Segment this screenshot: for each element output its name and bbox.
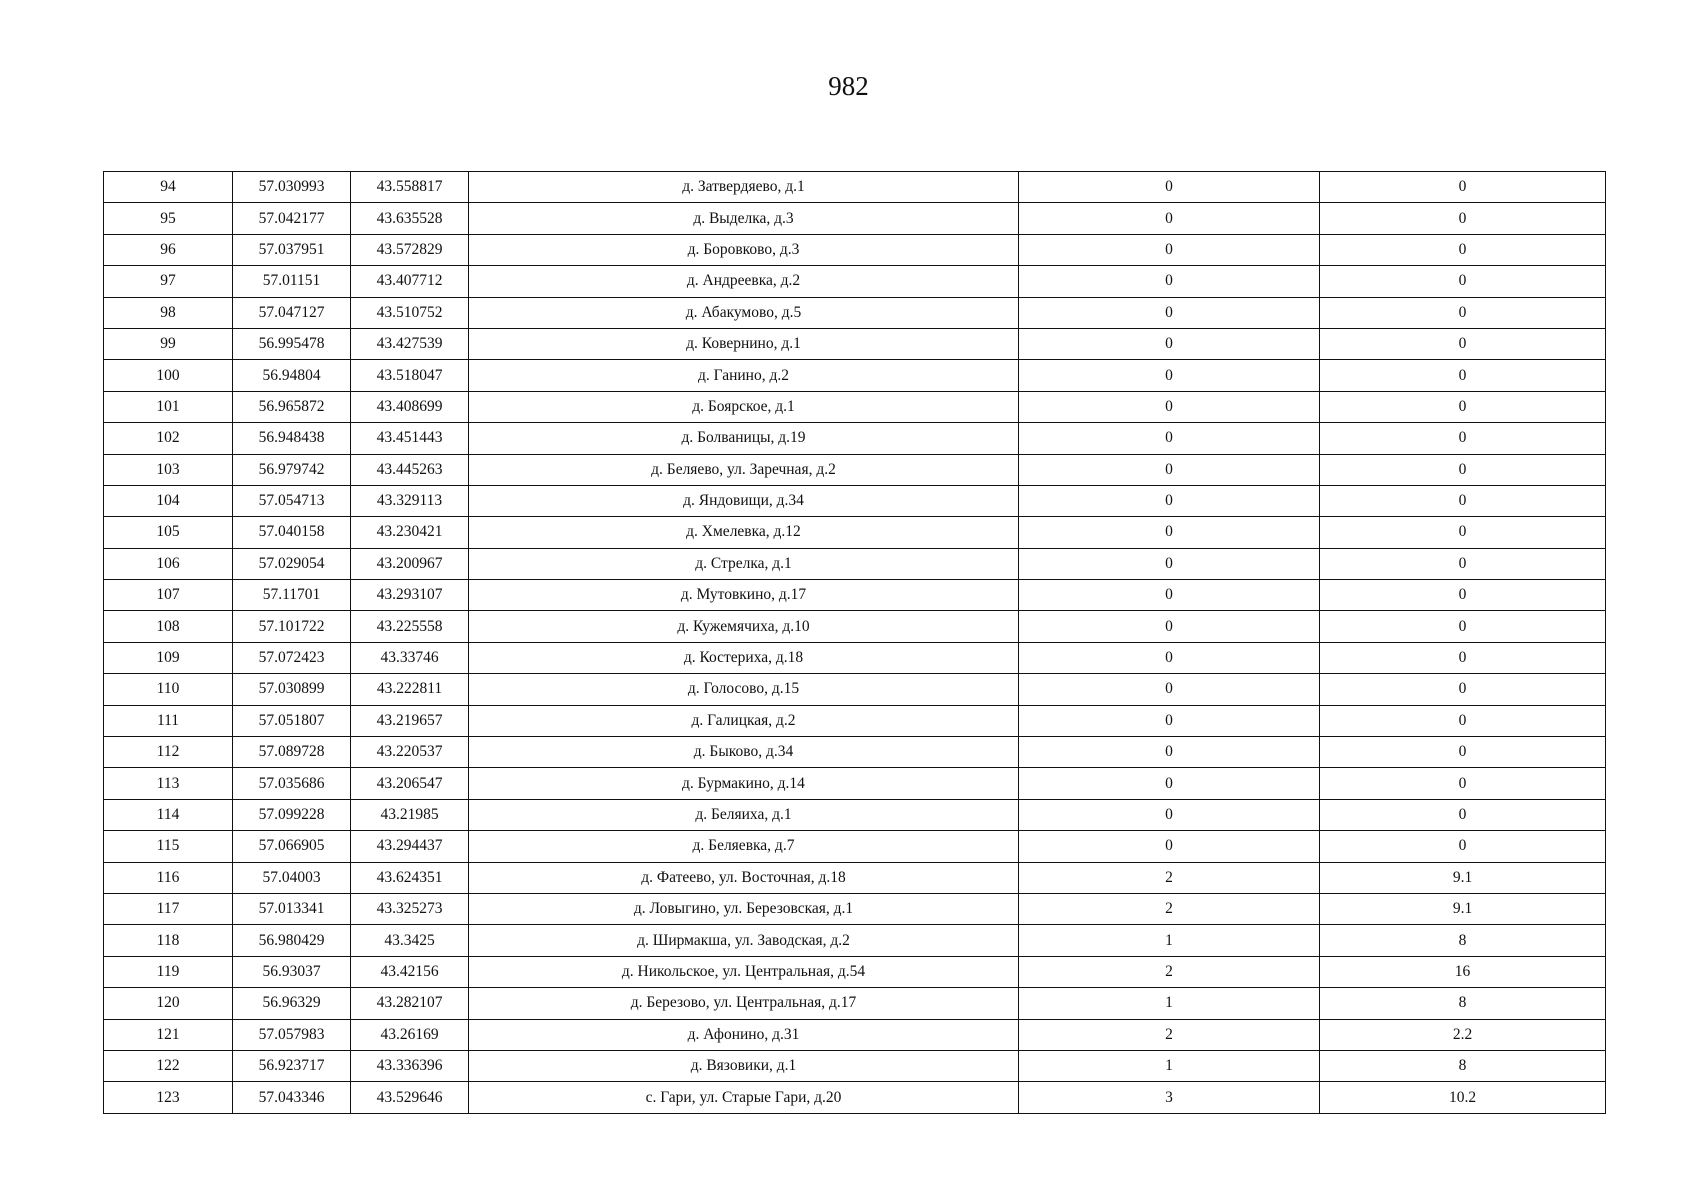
address-cell: д. Боровково, д.3: [469, 234, 1019, 265]
count-cell: 0: [1019, 517, 1320, 548]
value-cell: 0: [1320, 203, 1606, 234]
address-cell: д. Афонино, д.31: [469, 1019, 1019, 1050]
latitude-cell: 57.099228: [233, 799, 351, 830]
address-cell: д. Ковернино, д.1: [469, 328, 1019, 359]
row-number-cell: 98: [104, 297, 233, 328]
count-cell: 2: [1019, 862, 1320, 893]
longitude-cell: 43.329113: [351, 485, 469, 516]
value-cell: 0: [1320, 297, 1606, 328]
count-cell: 1: [1019, 1050, 1320, 1081]
value-cell: 0: [1320, 517, 1606, 548]
count-cell: 0: [1019, 172, 1320, 203]
longitude-cell: 43.294437: [351, 831, 469, 862]
address-cell: д. Костериха, д.18: [469, 642, 1019, 673]
table-row: [104, 831, 1606, 862]
latitude-cell: 56.94804: [233, 360, 351, 391]
longitude-cell: 43.635528: [351, 203, 469, 234]
table-row: [104, 266, 1606, 297]
value-cell: 0: [1320, 423, 1606, 454]
longitude-cell: 43.572829: [351, 234, 469, 265]
latitude-cell: 57.029054: [233, 548, 351, 579]
count-cell: 1: [1019, 988, 1320, 1019]
row-number-cell: 110: [104, 674, 233, 705]
longitude-cell: 43.624351: [351, 862, 469, 893]
count-cell: 0: [1019, 768, 1320, 799]
table-row: [104, 893, 1606, 924]
value-cell: 0: [1320, 391, 1606, 422]
count-cell: 3: [1019, 1082, 1320, 1113]
count-cell: 0: [1019, 266, 1320, 297]
latitude-cell: 57.072423: [233, 642, 351, 673]
address-cell: д. Галицкая, д.2: [469, 705, 1019, 736]
value-cell: 8: [1320, 988, 1606, 1019]
table-row: [104, 454, 1606, 485]
value-cell: 8: [1320, 1050, 1606, 1081]
address-cell: д. Стрелка, д.1: [469, 548, 1019, 579]
address-cell: д. Никольское, ул. Центральная, д.54: [469, 956, 1019, 987]
table-row: [104, 423, 1606, 454]
table-row: [104, 705, 1606, 736]
table-row: [104, 328, 1606, 359]
table-row: [104, 1019, 1606, 1050]
address-cell: д. Яндовищи, д.34: [469, 485, 1019, 516]
table-row: [104, 1082, 1606, 1113]
row-number-cell: 96: [104, 234, 233, 265]
address-cell: д. Кужемячиха, д.10: [469, 611, 1019, 642]
value-cell: 0: [1320, 705, 1606, 736]
latitude-cell: 57.054713: [233, 485, 351, 516]
count-cell: 0: [1019, 674, 1320, 705]
value-cell: 0: [1320, 328, 1606, 359]
value-cell: 10.2: [1320, 1082, 1606, 1113]
longitude-cell: 43.222811: [351, 674, 469, 705]
value-cell: 0: [1320, 234, 1606, 265]
longitude-cell: 43.427539: [351, 328, 469, 359]
page-number: 982: [828, 71, 869, 101]
row-number-cell: 118: [104, 925, 233, 956]
address-cell: д. Мутовкино, д.17: [469, 580, 1019, 611]
address-cell: д. Беляевка, д.7: [469, 831, 1019, 862]
latitude-cell: 56.96329: [233, 988, 351, 1019]
table-row: [104, 799, 1606, 830]
row-number-cell: 123: [104, 1082, 233, 1113]
table-row: [104, 925, 1606, 956]
count-cell: 0: [1019, 580, 1320, 611]
address-cell: д. Затвердяево, д.1: [469, 172, 1019, 203]
table-body: [104, 172, 1606, 1114]
latitude-cell: 57.047127: [233, 297, 351, 328]
row-number-cell: 112: [104, 737, 233, 768]
value-cell: 0: [1320, 548, 1606, 579]
count-cell: 0: [1019, 799, 1320, 830]
latitude-cell: 57.01151: [233, 266, 351, 297]
latitude-cell: 56.965872: [233, 391, 351, 422]
count-cell: 0: [1019, 328, 1320, 359]
longitude-cell: 43.336396: [351, 1050, 469, 1081]
row-number-cell: 100: [104, 360, 233, 391]
address-cell: д. Ганино, д.2: [469, 360, 1019, 391]
longitude-cell: 43.293107: [351, 580, 469, 611]
row-number-cell: 102: [104, 423, 233, 454]
row-number-cell: 104: [104, 485, 233, 516]
latitude-cell: 56.980429: [233, 925, 351, 956]
address-cell: д. Быково, д.34: [469, 737, 1019, 768]
longitude-cell: 43.407712: [351, 266, 469, 297]
value-cell: 8: [1320, 925, 1606, 956]
table-row: [104, 391, 1606, 422]
address-cell: д. Голосово, д.15: [469, 674, 1019, 705]
latitude-cell: 56.93037: [233, 956, 351, 987]
count-cell: 0: [1019, 360, 1320, 391]
table-row: [104, 297, 1606, 328]
value-cell: 9.1: [1320, 862, 1606, 893]
count-cell: 2: [1019, 893, 1320, 924]
address-cell: д. Ловыгино, ул. Березовская, д.1: [469, 893, 1019, 924]
table-row: [104, 485, 1606, 516]
row-number-cell: 116: [104, 862, 233, 893]
table-row: [104, 642, 1606, 673]
row-number-cell: 99: [104, 328, 233, 359]
count-cell: 0: [1019, 423, 1320, 454]
table-row: [104, 548, 1606, 579]
latitude-cell: 57.057983: [233, 1019, 351, 1050]
longitude-cell: 43.451443: [351, 423, 469, 454]
longitude-cell: 43.206547: [351, 768, 469, 799]
address-cell: д. Беляево, ул. Заречная, д.2: [469, 454, 1019, 485]
value-cell: 9.1: [1320, 893, 1606, 924]
value-cell: 0: [1320, 172, 1606, 203]
count-cell: 0: [1019, 391, 1320, 422]
row-number-cell: 111: [104, 705, 233, 736]
value-cell: 0: [1320, 737, 1606, 768]
longitude-cell: 43.445263: [351, 454, 469, 485]
latitude-cell: 56.923717: [233, 1050, 351, 1081]
address-cell: д. Андреевка, д.2: [469, 266, 1019, 297]
latitude-cell: 57.066905: [233, 831, 351, 862]
row-number-cell: 106: [104, 548, 233, 579]
count-cell: 0: [1019, 611, 1320, 642]
longitude-cell: 43.518047: [351, 360, 469, 391]
latitude-cell: 56.948438: [233, 423, 351, 454]
value-cell: 0: [1320, 485, 1606, 516]
count-cell: 0: [1019, 454, 1320, 485]
latitude-cell: 56.995478: [233, 328, 351, 359]
latitude-cell: 57.040158: [233, 517, 351, 548]
count-cell: 0: [1019, 642, 1320, 673]
longitude-cell: 43.26169: [351, 1019, 469, 1050]
count-cell: 0: [1019, 548, 1320, 579]
table-row: [104, 988, 1606, 1019]
row-number-cell: 97: [104, 266, 233, 297]
row-number-cell: 107: [104, 580, 233, 611]
latitude-cell: 57.030993: [233, 172, 351, 203]
count-cell: 0: [1019, 485, 1320, 516]
table-row: [104, 517, 1606, 548]
value-cell: 0: [1320, 266, 1606, 297]
row-number-cell: 105: [104, 517, 233, 548]
count-cell: 0: [1019, 234, 1320, 265]
count-cell: 2: [1019, 1019, 1320, 1050]
count-cell: 0: [1019, 831, 1320, 862]
row-number-cell: 113: [104, 768, 233, 799]
longitude-cell: 43.42156: [351, 956, 469, 987]
count-cell: 0: [1019, 705, 1320, 736]
longitude-cell: 43.230421: [351, 517, 469, 548]
count-cell: 0: [1019, 297, 1320, 328]
row-number-cell: 115: [104, 831, 233, 862]
latitude-cell: 57.11701: [233, 580, 351, 611]
address-cell: д. Фатеево, ул. Восточная, д.18: [469, 862, 1019, 893]
row-number-cell: 114: [104, 799, 233, 830]
row-number-cell: 119: [104, 956, 233, 987]
longitude-cell: 43.558817: [351, 172, 469, 203]
address-cell: д. Березово, ул. Центральная, д.17: [469, 988, 1019, 1019]
row-number-cell: 120: [104, 988, 233, 1019]
longitude-cell: 43.3425: [351, 925, 469, 956]
value-cell: 0: [1320, 611, 1606, 642]
row-number-cell: 101: [104, 391, 233, 422]
longitude-cell: 43.21985: [351, 799, 469, 830]
address-cell: д. Абакумово, д.5: [469, 297, 1019, 328]
table-row: [104, 674, 1606, 705]
count-cell: 1: [1019, 925, 1320, 956]
row-number-cell: 94: [104, 172, 233, 203]
table-row: [104, 611, 1606, 642]
value-cell: 0: [1320, 799, 1606, 830]
count-cell: 2: [1019, 956, 1320, 987]
value-cell: 0: [1320, 768, 1606, 799]
longitude-cell: 43.325273: [351, 893, 469, 924]
latitude-cell: 57.035686: [233, 768, 351, 799]
value-cell: 2.2: [1320, 1019, 1606, 1050]
latitude-cell: 57.043346: [233, 1082, 351, 1113]
address-cell: д. Болваницы, д.19: [469, 423, 1019, 454]
table-row: [104, 737, 1606, 768]
address-cell: д. Ширмакша, ул. Заводская, д.2: [469, 925, 1019, 956]
table-row: [104, 234, 1606, 265]
table-row: [104, 580, 1606, 611]
count-cell: 0: [1019, 737, 1320, 768]
row-number-cell: 108: [104, 611, 233, 642]
value-cell: 0: [1320, 454, 1606, 485]
longitude-cell: 43.282107: [351, 988, 469, 1019]
latitude-cell: 57.030899: [233, 674, 351, 705]
value-cell: 0: [1320, 642, 1606, 673]
longitude-cell: 43.510752: [351, 297, 469, 328]
longitude-cell: 43.219657: [351, 705, 469, 736]
latitude-cell: 57.042177: [233, 203, 351, 234]
address-cell: д. Беляиха, д.1: [469, 799, 1019, 830]
value-cell: 16: [1320, 956, 1606, 987]
row-number-cell: 122: [104, 1050, 233, 1081]
table-row: [104, 862, 1606, 893]
address-cell: д. Вязовики, д.1: [469, 1050, 1019, 1081]
address-cell: д. Хмелевка, д.12: [469, 517, 1019, 548]
count-cell: 0: [1019, 203, 1320, 234]
address-cell: д. Боярское, д.1: [469, 391, 1019, 422]
table-row: [104, 956, 1606, 987]
row-number-cell: 121: [104, 1019, 233, 1050]
row-number-cell: 109: [104, 642, 233, 673]
latitude-cell: 57.04003: [233, 862, 351, 893]
address-cell: с. Гари, ул. Старые Гари, д.20: [469, 1082, 1019, 1113]
table-row: [104, 768, 1606, 799]
latitude-cell: 57.101722: [233, 611, 351, 642]
table-row: [104, 1050, 1606, 1081]
table-row: [104, 360, 1606, 391]
longitude-cell: 43.200967: [351, 548, 469, 579]
longitude-cell: 43.33746: [351, 642, 469, 673]
longitude-cell: 43.225558: [351, 611, 469, 642]
longitude-cell: 43.220537: [351, 737, 469, 768]
latitude-cell: 57.089728: [233, 737, 351, 768]
address-cell: д. Выделка, д.3: [469, 203, 1019, 234]
value-cell: 0: [1320, 580, 1606, 611]
table-row: [104, 172, 1606, 203]
longitude-cell: 43.408699: [351, 391, 469, 422]
latitude-cell: 57.051807: [233, 705, 351, 736]
latitude-cell: 57.013341: [233, 893, 351, 924]
latitude-cell: 57.037951: [233, 234, 351, 265]
value-cell: 0: [1320, 831, 1606, 862]
latitude-cell: 56.979742: [233, 454, 351, 485]
longitude-cell: 43.529646: [351, 1082, 469, 1113]
row-number-cell: 117: [104, 893, 233, 924]
row-number-cell: 95: [104, 203, 233, 234]
table-row: [104, 203, 1606, 234]
data-table: [103, 171, 1606, 1114]
value-cell: 0: [1320, 360, 1606, 391]
row-number-cell: 103: [104, 454, 233, 485]
address-cell: д. Бурмакино, д.14: [469, 768, 1019, 799]
value-cell: 0: [1320, 674, 1606, 705]
